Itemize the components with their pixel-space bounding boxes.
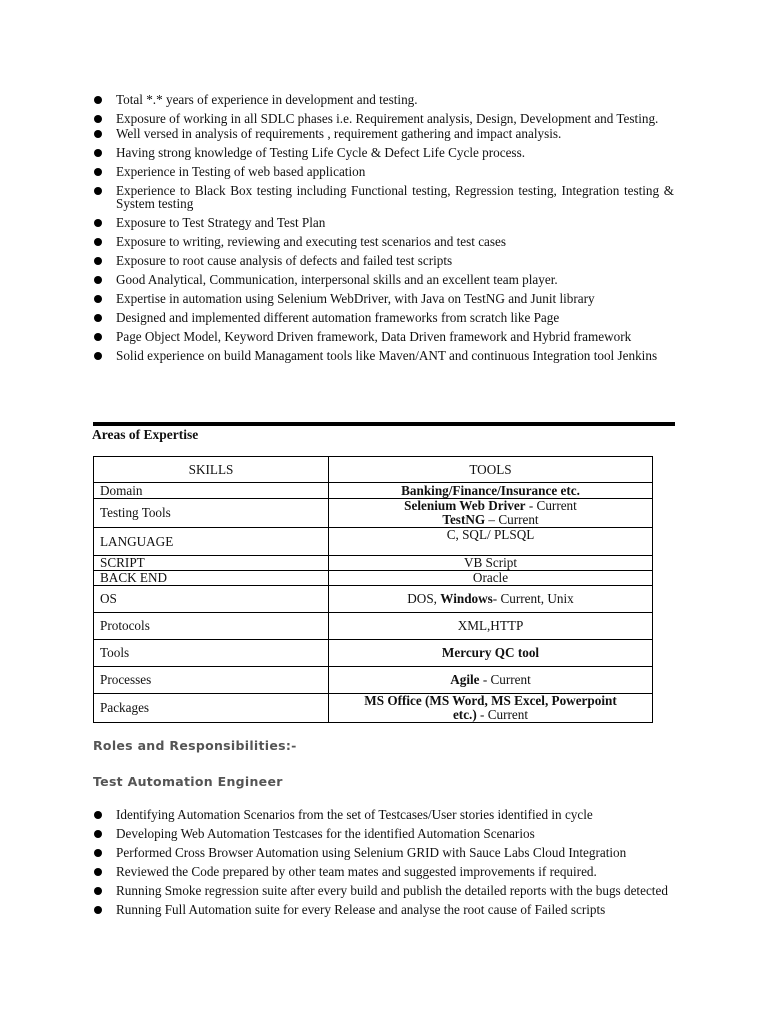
list-item: Exposure of working in all SDLC phases i.e. Requirement analysis, Design, Development and Testing. <box>94 112 674 125</box>
tool-cell: C, SQL/ PLSQL <box>329 528 653 556</box>
table-row <box>94 571 653 586</box>
table-row <box>94 499 653 528</box>
list-item: Exposure to writing, reviewing and executing test scenarios and test cases <box>94 235 674 248</box>
summary-list <box>94 93 674 362</box>
bullet-icon <box>94 238 102 246</box>
bullet-icon <box>94 849 102 857</box>
tool-cell: Oracle <box>329 571 653 586</box>
table-row <box>94 640 653 667</box>
roles-heading: Roles and Responsibilities:- <box>93 738 297 753</box>
list-item: Total *.* years of experience in development and testing. <box>94 93 674 106</box>
skill-cell: Testing Tools <box>94 499 329 528</box>
table-header-row <box>94 457 653 483</box>
skill-cell: Packages <box>94 694 329 723</box>
list-item: Well versed in analysis of requirements , requirement gathering and impact analysis. <box>94 127 674 140</box>
bullet-icon <box>94 906 102 914</box>
bullet-icon <box>94 352 102 360</box>
skill-cell: SCRIPT <box>94 556 329 571</box>
tool-cell: VB Script <box>329 556 653 571</box>
list-item: Running Smoke regression suite after every build and publish the detailed reports with the bugs detected <box>94 884 674 897</box>
list-item: Page Object Model, Keyword Driven framework, Data Driven framework and Hybrid framework <box>94 330 674 343</box>
bullet-icon <box>94 115 102 123</box>
table-row <box>94 667 653 694</box>
list-item: Designed and implemented different automation frameworks from scratch like Page <box>94 311 674 324</box>
list-item: Exposure to root cause analysis of defects and failed test scripts <box>94 254 674 267</box>
skill-cell: Tools <box>94 640 329 667</box>
tool-cell: DOS, Windows- Current, Unix <box>329 586 653 613</box>
bullet-icon <box>94 887 102 895</box>
tool-cell: Agile - Current <box>329 667 653 694</box>
bullet-icon <box>94 333 102 341</box>
table-row <box>94 556 653 571</box>
table-row <box>94 586 653 613</box>
list-item: Good Analytical, Communication, interpersonal skills and an excellent team player. <box>94 273 674 286</box>
bullet-icon <box>94 187 102 195</box>
bullet-icon <box>94 149 102 157</box>
list-item: Developing Web Automation Testcases for the identified Automation Scenarios <box>94 827 674 840</box>
expertise-table <box>93 456 653 723</box>
list-item: Identifying Automation Scenarios from the set of Testcases/User stories identified in cycle <box>94 808 674 821</box>
tool-cell: Banking/Finance/Insurance etc. <box>329 483 653 499</box>
skill-cell: LANGUAGE <box>94 528 329 556</box>
duties-list <box>94 808 674 916</box>
table-row <box>94 694 653 723</box>
tool-cell: XML,HTTP <box>329 613 653 640</box>
bullet-icon <box>94 868 102 876</box>
list-item: Performed Cross Browser Automation using Selenium GRID with Sauce Labs Cloud Integration <box>94 846 674 859</box>
header-skills: SKILLS <box>94 457 329 483</box>
skill-cell: Domain <box>94 483 329 499</box>
skill-cell: BACK END <box>94 571 329 586</box>
list-item: Reviewed the Code prepared by other team mates and suggested improvements if required. <box>94 865 674 878</box>
bullet-icon <box>94 219 102 227</box>
bullet-icon <box>94 168 102 176</box>
table-row <box>94 613 653 640</box>
list-item: Exposure to Test Strategy and Test Plan <box>94 216 674 229</box>
bullet-icon <box>94 257 102 265</box>
section-divider <box>93 422 675 426</box>
tool-cell: MS Office (MS Word, MS Excel, Powerpoint etc.) - Current <box>329 694 653 723</box>
bullet-icon <box>94 830 102 838</box>
table-row <box>94 483 653 499</box>
list-item: Having strong knowledge of Testing Life Cycle & Defect Life Cycle process. <box>94 146 674 159</box>
job-title: Test Automation Engineer <box>93 774 283 789</box>
list-item: Solid experience on build Managament tools like Maven/ANT and continuous Integration tool Jenkins <box>94 349 674 362</box>
header-tools: TOOLS <box>329 457 653 483</box>
bullet-icon <box>94 130 102 138</box>
skill-cell: Protocols <box>94 613 329 640</box>
bullet-icon <box>94 96 102 104</box>
bullet-icon <box>94 276 102 284</box>
tool-cell: Mercury QC tool <box>329 640 653 667</box>
section-title-expertise: Areas of Expertise <box>92 427 199 442</box>
list-item: Expertise in automation using Selenium WebDriver, with Java on TestNG and Junit library <box>94 292 674 305</box>
table-row <box>94 528 653 556</box>
bullet-icon <box>94 811 102 819</box>
bullet-icon <box>94 295 102 303</box>
bullet-icon <box>94 314 102 322</box>
skill-cell: OS <box>94 586 329 613</box>
skill-cell: Processes <box>94 667 329 694</box>
list-item: Experience to Black Box testing including Functional testing, Regression testing, Integration testing & System testing <box>94 184 674 210</box>
list-item: Experience in Testing of web based application <box>94 165 674 178</box>
list-item: Running Full Automation suite for every Release and analyse the root cause of Failed scripts <box>94 903 674 916</box>
tool-cell: Selenium Web Driver - Current TestNG – Current <box>329 499 653 528</box>
